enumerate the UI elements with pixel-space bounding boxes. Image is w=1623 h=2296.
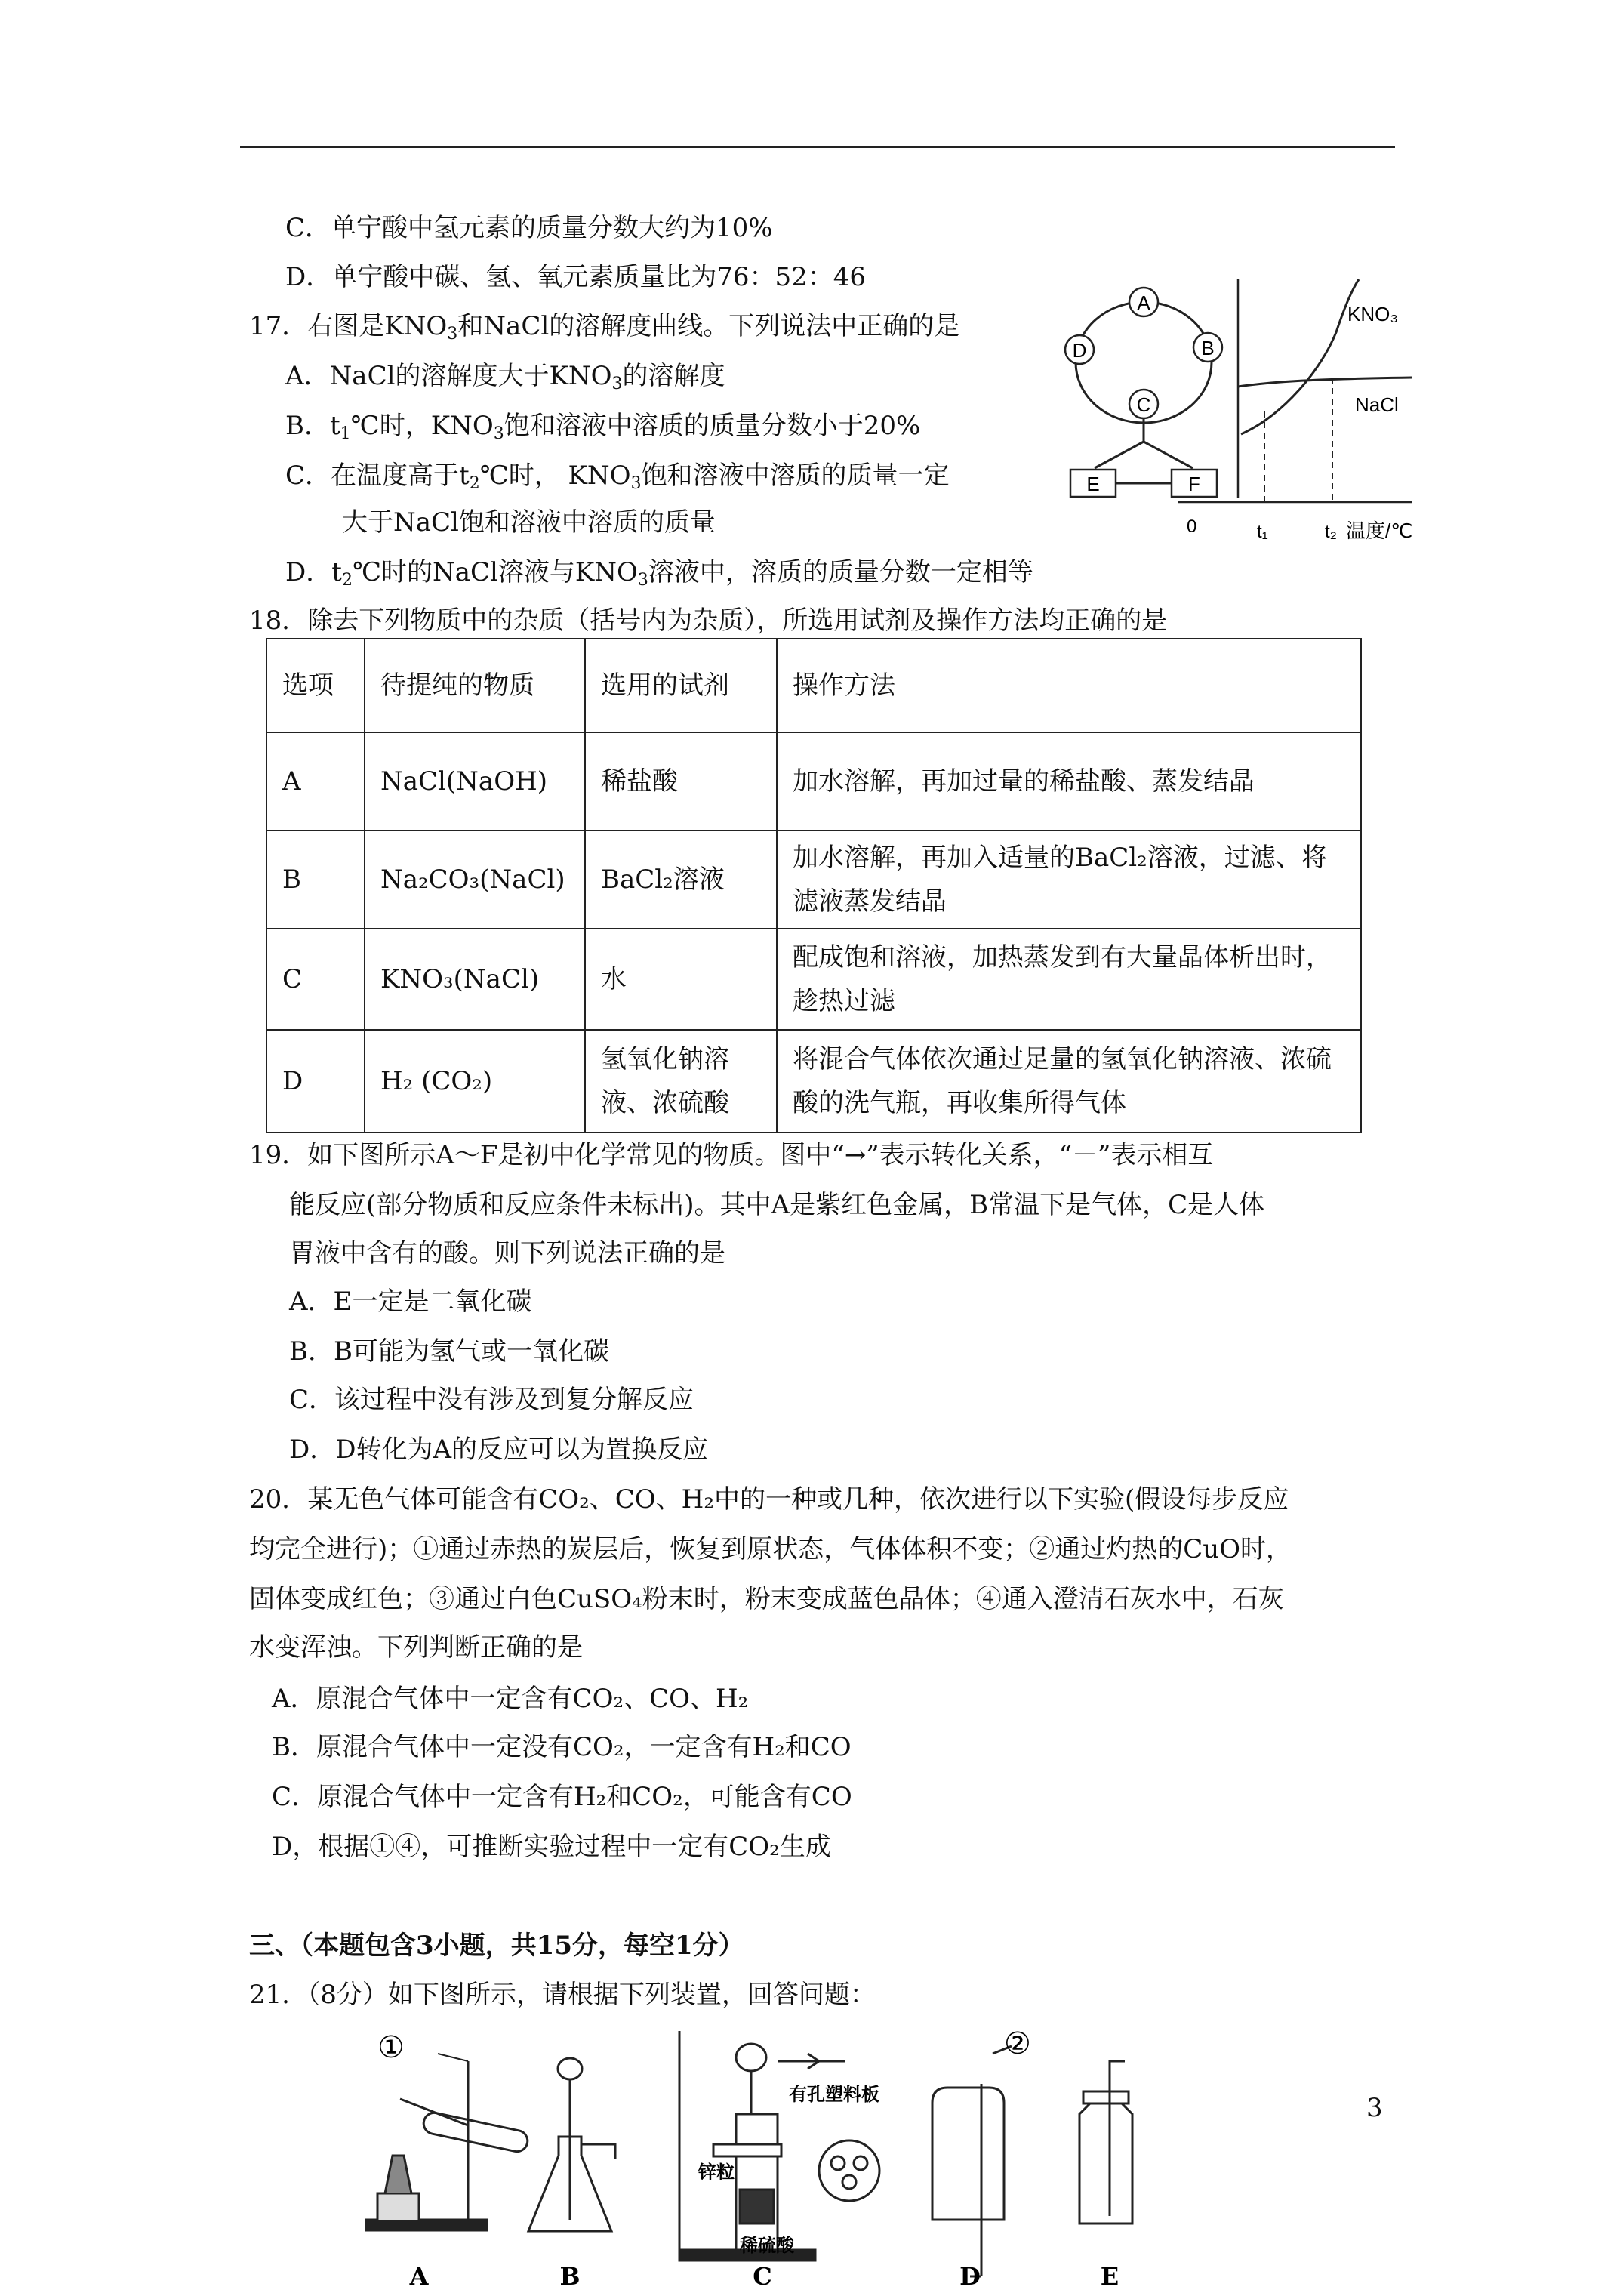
q17-stem: 17．右图是$KNO_3$和NaCl的溶解度曲线。下列说法中正确的是 <box>249 311 960 344</box>
q20-option-b: B．原混合气体中一定没有CO₂，一定含有H₂和CO <box>272 1732 852 1762</box>
q17-option-c-cont: 大于NaCl饱和溶液中溶质的质量 <box>342 507 716 538</box>
q21-stem: 21．（8分）如下图所示，请根据下列装置，回答问题： <box>249 1980 876 2010</box>
node-f <box>1172 470 1217 497</box>
apparatus-e <box>1079 2061 1132 2224</box>
table-row: C KNO₃(NaCl) 水 配成饱和溶液，加热蒸发到有大量晶体析出时，趁热过滤 <box>266 929 1361 1030</box>
q17-option-a: A．NaCl的溶解度大于$KNO_3$的溶解度 <box>285 361 725 393</box>
q17-option-b: B．$t_1℃$时，$KNO_3$饱和溶液中溶质的质量分数小于20% <box>285 411 921 443</box>
q17-option-d: D．$t_2℃$时的NaCl溶液与$KNO_3$溶液中，溶质的质量分数一定相等 <box>285 557 1033 590</box>
mark-2: ② <box>1004 2031 1031 2061</box>
solubility-chart <box>1178 279 1412 542</box>
q18-table <box>266 638 1362 1133</box>
svg-text:B: B <box>1201 337 1215 359</box>
q20-stem-line4: 水变浑浊。下列判断正确的是 <box>249 1632 583 1663</box>
apparatus-d <box>932 2046 1012 2276</box>
q19-stem-line2: 能反应(部分物质和反应条件未标出)。其中A是紫红色金属，B常温下是气体，C是人体 <box>289 1190 1265 1220</box>
label-c: C <box>753 2262 772 2288</box>
node-b <box>1193 333 1222 362</box>
t2-label: t₂ <box>1325 522 1337 542</box>
q19-option-b: B．B可能为氢气或一氧化碳 <box>289 1336 609 1367</box>
q20-stem-line3: 固体变成红色；③通过白色CuSO₄粉末时，粉末变成蓝色晶体；④通入澄清石灰水中，石灰 <box>249 1584 1284 1614</box>
zinc-label: 锌粒 <box>698 2161 735 2183</box>
q20-option-a: A．原混合气体中一定含有CO₂、CO、H₂ <box>272 1684 749 1714</box>
header-substance: 待提纯的物质 <box>365 639 585 732</box>
svg-text:D: D <box>1072 339 1087 362</box>
label-a: A <box>409 2262 429 2288</box>
apparatus-c <box>679 2031 879 2261</box>
mark-1: ① <box>377 2031 405 2065</box>
figure-diagram-and-solubility-chart <box>1057 272 1419 551</box>
apparatus-figure <box>355 2031 1246 2288</box>
kno3-label: KNO₃ <box>1347 303 1398 325</box>
svg-text:A: A <box>1137 291 1150 314</box>
apparatus-b <box>528 2058 615 2231</box>
node-e <box>1070 470 1116 497</box>
table-row: A NaCl(NaOH) 稀盐酸 加水溶解，再加过量的稀盐酸、蒸发结晶 <box>266 732 1361 831</box>
q19-option-a: A．E一定是二氧化碳 <box>289 1287 532 1317</box>
q20-stem-line2: 均完全进行)；①通过赤热的炭层后，恢复到原状态，气体体积不变；②通过灼热的CuO时， <box>249 1534 1292 1564</box>
q16-option-d: D．单宁酸中碳、氢、氧元素质量比为76：52：46 <box>285 262 867 292</box>
origin-label: 0 <box>1187 516 1197 537</box>
kno3-curve <box>1241 279 1359 434</box>
t1-label: t₁ <box>1257 522 1268 542</box>
table-header-row <box>266 639 1361 732</box>
svg-text:C: C <box>1136 393 1151 416</box>
page-number: 3 <box>1366 2093 1383 2123</box>
label-e: E <box>1100 2262 1119 2288</box>
q18-stem: 18．除去下列物质中的杂质（括号内为杂质），所选用试剂及操作方法均正确的是 <box>249 606 1168 636</box>
apparatus-a <box>366 2054 529 2230</box>
x-axis-unit: 温度/℃ <box>1346 519 1413 542</box>
node-c <box>1129 390 1158 418</box>
q19-option-c: C．该过程中没有涉及到复分解反应 <box>289 1385 694 1415</box>
node-a <box>1129 288 1158 316</box>
header-method: 操作方法 <box>777 639 1361 732</box>
acid-label: 稀硫酸 <box>740 2234 794 2256</box>
q20-stem-line1: 20．某无色气体可能含有CO₂、CO、H₂中的一种或几种，依次进行以下实验(假设每步反应 <box>249 1484 1289 1515</box>
header-rule <box>240 146 1395 148</box>
section-3-heading: 三、（本题包含3小题，共15分，每空1分） <box>249 1931 744 1961</box>
svg-text:F: F <box>1188 473 1200 495</box>
plastic-plate-label: 有孔塑料板 <box>789 2083 879 2105</box>
q19-stem-line3: 胃液中含有的酸。则下列说法正确的是 <box>289 1238 725 1268</box>
header-option: 选项 <box>266 639 365 732</box>
table-row: D H₂ (CO₂) 氢氧化钠溶液、浓硫酸 将混合气体依次通过足量的氢氧化钠溶液、浓硫酸的洗气瓶，再收集所得气体 <box>266 1030 1361 1133</box>
svg-text:E: E <box>1086 473 1100 495</box>
nacl-curve <box>1238 378 1412 387</box>
header-reagent: 选用的试剂 <box>585 639 777 732</box>
nacl-label: NaCl <box>1355 393 1399 416</box>
q16-option-c: C．单宁酸中氢元素的质量分数大约为10% <box>285 213 773 243</box>
node-d <box>1065 335 1094 364</box>
table-row: B Na₂CO₃(NaCl) BaCl₂溶液 加水溶解，再加入适量的BaCl₂溶液，过滤、将滤液蒸发结晶 <box>266 831 1361 929</box>
q17-option-c: C．在温度高于$t_2℃$时， $KNO_3$饱和溶液中溶质的质量一定 <box>285 461 950 493</box>
label-d: D <box>959 2262 981 2288</box>
q19-stem-line1: 19．如下图所示A～F是初中化学常见的物质。图中“→”表示转化关系，“－”表示相互 <box>249 1140 1214 1170</box>
q20-option-c: C．原混合气体中一定含有H₂和CO₂，可能含有CO <box>272 1782 852 1812</box>
q20-option-d: D，根据①④，可推断实验过程中一定有CO₂生成 <box>272 1832 831 1862</box>
label-b: B <box>559 2262 581 2288</box>
q19-option-d: D．D转化为A的反应可以为置换反应 <box>289 1435 709 1465</box>
